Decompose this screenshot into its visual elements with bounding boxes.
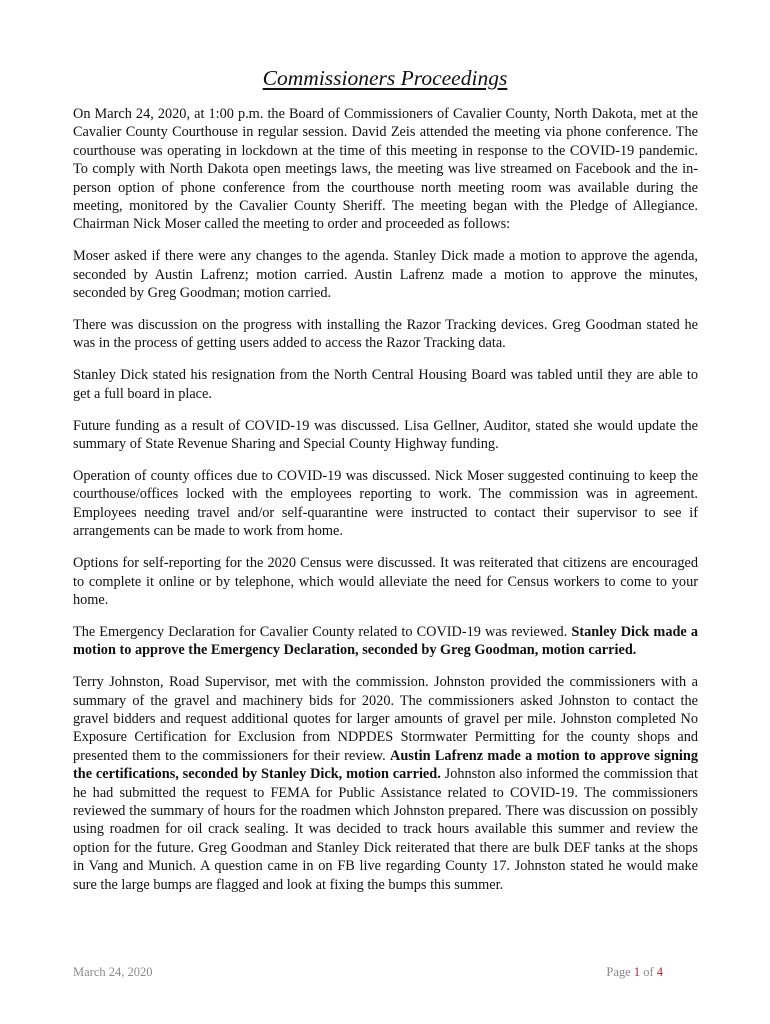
page-number: Page 1 of 4 [606,965,663,979]
paragraph-housing-board: Stanley Dick stated his resignation from the North Central Housing Board was tabled until they are able to get a full board in place. [73,367,698,402]
paragraph-road-supervisor: Terry Johnston, Road Supervisor, met with the commission. Johnston provided the commissioners with a summary of the gravel and machinery bids for 2020. The commissioners asked Johnston to contact the gravel bidders and request additional quotes for larger amounts of gravel per mile. Johnston completed No Exposure Certification for Exclusion from NDPDES Stormwater Permitting for the county shops and presented them to the commissioners for their review. Austin Lafrenz made a motion to approve signing the certifications, seconded by Stanley Dick, motion carried. Johnston also informed the commission that he had submitted the request to FEMA for Public Assistance related to COVID-19. The commissioners reviewed the summary of hours for the roadmen which Johnston prepared. There was discussion on possibly using roadmen for oil crack sealing. It was decided to track hours available this summer and review the option for the future. Greg Goodman and Stanley Dick reiterated that there are bulk DEF tanks at the shops in Vang and Munich. A question came in on FB live regarding County 17. Johnston stated he would make sure the large bumps are flagged and look at fixing the bumps this summer. [73,674,699,893]
document-body [73,105,698,908]
paragraph-call-to-order: On March 24, 2020, at 1:00 p.m. the Board of Commissioners of Cavalier County, North Dakota, met at the Cavalier County Courthouse in regular session. David Zeis attended the meeting via phone conference. The courthouse was operating in lockdown at the time of this meeting in response to the COVID-19 pandemic. To comply with North Dakota open meetings laws, the meeting was live streamed on Facebook and the in-person option of phone conference from the courthouse north meeting room was available during the meeting, monitored by the Cavalier County Sheriff. The meeting began with the Pledge of Allegiance. Chairman Nick Moser called the meeting to order and proceeded as follows: [73,106,698,233]
paragraph-future-funding: Future funding as a result of COVID-19 was discussed. Lisa Gellner, Auditor, stated she would update the summary of State Revenue Sharing and Special County Highway funding. [73,417,698,453]
motion-certifications: Austin Lafrenz made a motion to approve signing the certifications, seconded by Stanley Dick, motion carried. [73,747,699,783]
paragraph-emergency-declaration: The Emergency Declaration for Cavalier County related to COVID-19 was reviewed. Stanley Dick made a motion to approve the Emergency Declaration, seconded by Greg Goodman, motion carried. [73,623,698,659]
paragraph-census: Options for self-reporting for the 2020 Census were discussed. It was reiterated that citizens are encouraged to complete it online or by telephone, which would alleviate the need for Census workers to come to your home. [73,555,698,608]
footer-date: March 24, 2020 [73,965,153,979]
motion-emergency-declaration: Stanley Dick made a motion to approve the Emergency Declaration, seconded by Greg Goodman, motion carried. [73,623,698,659]
page-current: 1 [633,965,641,979]
paragraph-county-offices: Operation of county offices due to COVID-19 was discussed. Nick Moser suggested continuing to keep the courthouse/offices locked with the employees reporting to work. The commission was in agreement. Employees needing travel and/or self-quarantine were instructed to contact their supervisor to see if arrangements can be made to work from home. [73,468,698,540]
paragraph-razor-tracking: There was discussion on the progress with installing the Razor Tracking devices. Greg Goodman stated he was in the process of getting users added to access the Razor Tracking data. [73,317,698,352]
page-total: 4 [656,965,663,979]
page-title: Commissioners Proceedings [262,66,508,90]
paragraph-agenda: Moser asked if there were any changes to the agenda. Stanley Dick made a motion to approve the agenda, seconded by Austin Lafrenz; motion carried. Austin Lafrenz made a motion to approve the minutes, seconded by Greg Goodman; motion carried. [73,248,698,302]
